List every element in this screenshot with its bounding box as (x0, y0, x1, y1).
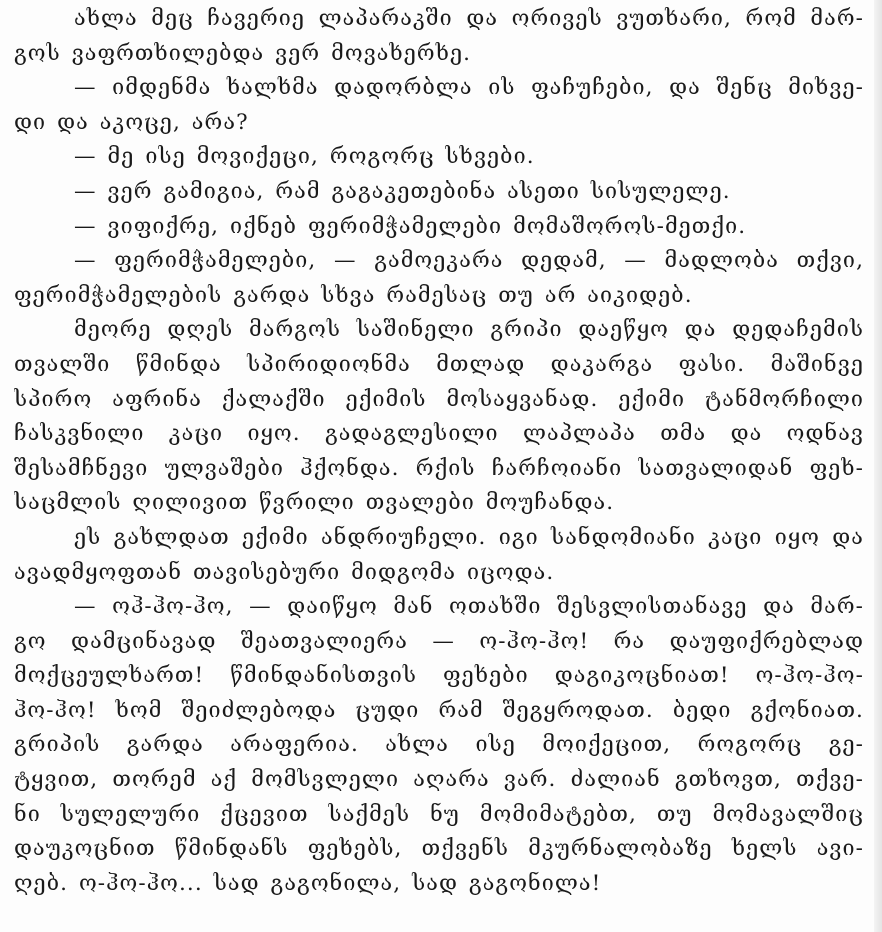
text-line: ფერიმჭამელების გარდა სხვა რამესაც თუ არ აიკიდებ. (14, 282, 693, 308)
text-line: — იმდენმა ხალხმა დადორბლა ის ფაჩუჩები, და შენც მიხვე- (74, 75, 864, 101)
text-line: თვალში წმინდა სპირიდიონმა მთლად დაკარგა ფასი. მაშინვე (14, 351, 864, 377)
text-line: გო დამცინავად შეათვალიერა — ო-ჰო-ჰო! რა დაუფიქრებლად (14, 628, 864, 654)
text-line: ახლა მეც ჩავერიე ლაპარაკში და ორივეს ვუთხარი, რომ მარ- (74, 6, 864, 31)
body-text (14, 2, 864, 901)
text-line: სპირო აფრინა ქალაქში ექიმის მოსაყვანად. ექიმი ტანმორჩილი (14, 386, 864, 412)
text-line: ჩასკვნილი კაცი იყო. გადაგლესილი ლაპლაპა თმა და ოდნავ (14, 421, 864, 447)
text-line: მეორე დღეს მარგოს საშინელი გრიპი დაეწყო და დედაჩემის (74, 317, 864, 343)
text-line: დი და აკოცე, არა? (14, 109, 249, 135)
text-line: საცმლის ღილივით წვრილი თვალები მოუჩანდა. (14, 490, 615, 516)
text-line: ჰო-ჰო! ხომ შეიძლებოდა ცუდი რამ შეგყროდათ. ბედი გქონიათ. (14, 697, 864, 723)
text-line: — ვიფიქრე, იქნებ ფერიმჭამელები მომაშოროს-მეთქი. (74, 213, 747, 239)
text-line: გოს ვაფრთხილებდა ვერ მოვახერხე. (14, 40, 472, 66)
text-line: ღებ. ო-ჰო-ჰო... სად გაგონილა, სად გაგონილა! (14, 870, 602, 896)
text-line: ნი სულელური ქცევით საქმეს ნუ მომიმატებთ, თუ მომავალშიც (14, 801, 864, 827)
text-line: — მე ისე მოვიქეცი, როგორც სხვები. (74, 144, 535, 170)
text-line: — ოჰ-ჰო-ჰო, — დაიწყო მან ოთახში შესვლისთანავე და მარ- (74, 594, 864, 620)
text-line: გრიპის გარდა არაფერია. ახლა ისე მოიქეცით, როგორც გე- (14, 732, 864, 758)
text-line: ტყვით, თორემ აქ მომსვლელი აღარა ვარ. ძალიან გთხოვთ, თქვე- (14, 767, 864, 793)
text-line: შესამჩნევი ულვაშები ჰქონდა. რქის ჩარჩოიანი სათვალიდან ფეხ- (14, 455, 864, 481)
text-line: მოქცეულხართ! წმინდანისთვის ფეხები დაგიკოცნიათ! ო-ჰო-ჰო- (14, 663, 864, 689)
text-line: — ვერ გამიგია, რამ გაგაკეთებინა ასეთი სისულელე. (74, 178, 731, 204)
text-line: — ფერიმჭამელები, — გამოეკარა დედამ, — მადლობა თქვი, (74, 248, 864, 274)
text-line: ავადმყოფთან თავისებური მიდგომა იცოდა. (14, 559, 555, 585)
text-line: ეს გახლდათ ექიმი ანდრიუჩელი. იგი სანდომიანი კაცი იყო და (74, 524, 864, 550)
scan-edge (874, 0, 882, 932)
text-line: დაუკოცნით წმინდანს ფეხებს, თქვენს მკურნალობაზე ხელს ავი- (14, 836, 864, 862)
